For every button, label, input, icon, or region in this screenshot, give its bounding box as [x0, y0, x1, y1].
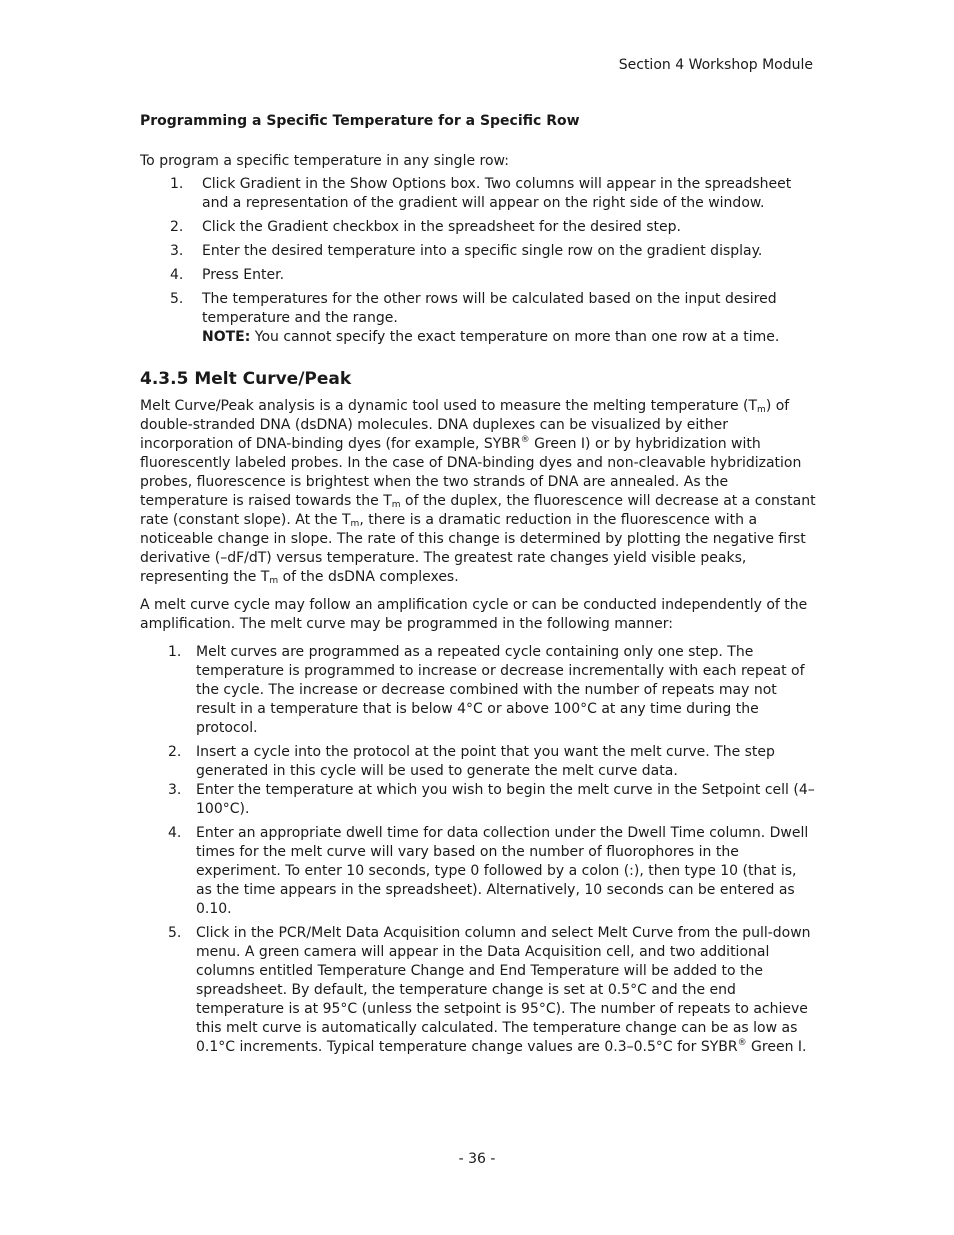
melt-curve-paragraph: Melt Curve/Peak analysis is a dynamic tool used to measure the melting temperature $(T_m)$ of double-stranded DNA (dsDNA) molecules. DNA duplexes can be visualized by either incorporation of DNA-binding dyes (for example, SYBR® Green I) or by hybridization with fluorescently labeled probes. In the case of DNA-binding dyes and non-cleavable hybridization probes, fluorescence is brightest when the two strands of DNA are annealed. As the temperature is raised towards the $T_m$ of the duplex, the fluorescence will decrease at a constant rate (constant slope). At the $T_m$, there is a dramatic reduction in the fluorescence with a noticeable change in slope. The rate of this change is determined by plotting the negative first derivative (–dF/dT) versus temperature. The greatest rate changes yield visible peaks, representing the $T_m$ of the dsDNA complexes.: [140, 398, 816, 586]
gradient-steps-list: [140, 175, 816, 328]
list-item: 1. Click Gradient in the Show Options box. Two columns will appear in the spreadsheet and a representation of the gradient will appear on the right side of the window.: [170, 176, 792, 211]
page-number: - 36 -: [458, 1151, 496, 1167]
subsection-title: Programming a Specific Temperature for a Specific Row: [140, 113, 580, 129]
melt-curve-steps-list: [140, 643, 816, 1057]
list-item: 5. Click in the PCR/Melt Data Acquisition column and select Melt Curve from the pull-down menu. A green camera will appear in the Data Acquisition cell, and two additional columns entitled Temperature Change and End Temperature will be added to the spreadsheet. By default, the temperature change is set at 0.5°C and the end temperature is at 95°C (unless the setpoint is 95°C). The number of repeats to achieve this melt curve is automatically calculated. The temperature change can be as low as 0.1°C increments. Typical temperature change values are 0.3–0.5°C for SYBR® Green I.: [168, 925, 811, 1055]
melt-cycle-paragraph: A melt curve cycle may follow an amplification cycle or can be conducted independently of the amplification. The melt curve may be programmed in the following manner:: [140, 597, 808, 632]
section-heading: 4.3.5 Melt Curve/Peak: [140, 369, 352, 389]
subsection-intro: To program a specific temperature in any single row:: [140, 153, 509, 169]
list-item: 2. Click the Gradient checkbox in the spreadsheet for the desired step.: [170, 219, 681, 235]
list-item: 4. Press Enter.: [170, 267, 285, 283]
note-text: NOTE: You cannot specify the exact temperature on more than one row at a time.: [202, 329, 780, 345]
page-content: [140, 112, 816, 1062]
note-label: NOTE:: [202, 329, 251, 345]
list-item: 3. Enter the desired temperature into a specific single row on the gradient display.: [170, 243, 763, 259]
list-item: 1. Melt curves are programmed as a repeated cycle containing only one step. The temperature is programmed to increase or decrease incrementally with each repeat of the cycle. The increase or decrease combined with the number of repeats may not result in a temperature that is below 4°C or above 100°C at any time during the protocol.: [168, 644, 805, 736]
running-header: Section 4 Workshop Module: [618, 57, 813, 73]
list-item: 2. Insert a cycle into the protocol at the point that you want the melt curve. The step generated in this cycle will be used to generate the melt curve data.: [168, 744, 775, 779]
list-item: 4. Enter an appropriate dwell time for data collection under the Dwell Time column. Dwell times for the melt curve will vary based on the number of fluorophores in the experiment. To enter 10 seconds, type 0 followed by a colon (:), then type 10 (that is, as the time appears in the spreadsheet). Alternatively, 10 seconds can be entered as 0.10.: [168, 825, 809, 917]
list-item: 3. Enter the temperature at which you wish to begin the melt curve in the Setpoint cell (4–100°C).: [168, 782, 815, 817]
list-item: 5. The temperatures for the other rows will be calculated based on the input desired temperature and the range.: [170, 291, 777, 326]
